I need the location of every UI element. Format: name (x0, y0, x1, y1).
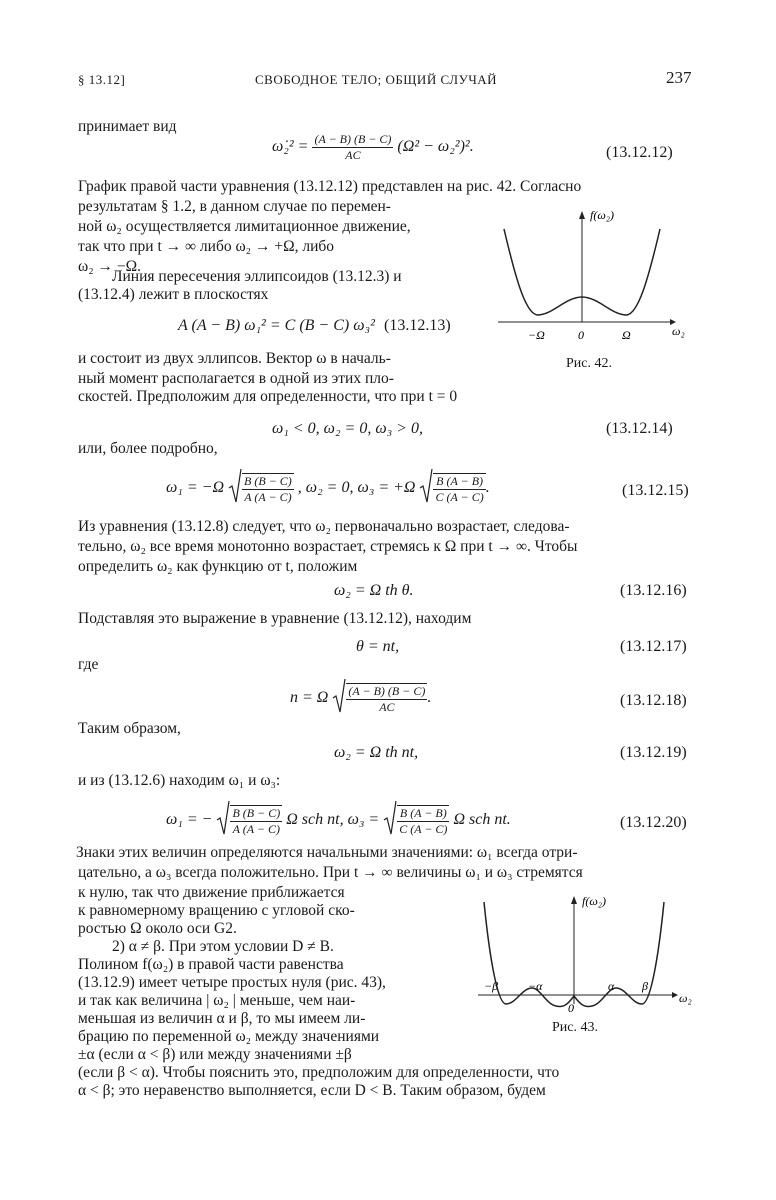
text-line: (13.12.9) имеет четыре простых нуля (рис. 43), (78, 974, 386, 991)
eq-part: Ω sch nt. (453, 811, 511, 829)
equation-13-12-20 (166, 800, 511, 841)
eq-part: . (485, 479, 490, 497)
equation-13-12-12 (272, 132, 474, 163)
x-axis-label: ω₂ (679, 991, 692, 1005)
equation-13-12-15 (166, 468, 490, 509)
text-line: ±α (если α < β) или между значениями ±β (78, 1046, 352, 1063)
eq-denominator: C (A − C) (435, 489, 484, 504)
eq-fraction (346, 683, 427, 715)
text-line: 2) α ≠ β. При этом условии D ≠ B. (112, 938, 334, 955)
text-line: ный момент располагается в одной из этих пло- (78, 370, 394, 387)
text-line: Таким образом, (78, 720, 181, 737)
figure-43-caption: Рис. 43. (552, 1020, 598, 1035)
text-line: График правой части уравнения (13.12.12) представлен на рис. 42. Согласно (78, 178, 582, 195)
section-ref: § 13.12] (78, 72, 126, 87)
sqrt-sign (419, 468, 433, 509)
equation-label: (13.12.13) (384, 317, 451, 334)
figure-43 (476, 892, 696, 1032)
eq-part: ω₁ = − (166, 811, 213, 829)
text-line: меньшая из величин α и β, то мы имеем ли- (78, 1010, 366, 1027)
eq-part: Ω sch nt, ω₃ = (286, 811, 380, 829)
text-line: где (78, 656, 99, 673)
eq-part: . (427, 689, 432, 707)
tick-label: −Ω (528, 328, 545, 342)
eq-fraction (312, 132, 393, 163)
eq-numerator: B (A − B) (397, 806, 449, 822)
text-line: принимает вид (78, 118, 177, 135)
eq-fraction (433, 473, 485, 505)
text-line: Линия пересечения эллипсоидов (13.12.3) и (112, 268, 402, 285)
text-line: и состоит из двух эллипсов. Вектор ω в началь- (78, 350, 391, 367)
origin-label: 0 (568, 1001, 574, 1015)
eq-fraction (242, 473, 294, 505)
y-axis-label: f(ω₂) (590, 208, 614, 222)
equation-13-12-18 (290, 678, 431, 719)
y-axis-arrow (579, 211, 585, 219)
eq-denominator: A (A − C) (232, 821, 280, 836)
text-line: и так как величина | ω₂ | меньше, чем наи- (78, 992, 356, 1009)
text-line: Подставляя это выражение в уравнение (13.12.12), находим (78, 610, 472, 627)
eq-part: n = Ω (290, 689, 329, 707)
eq-numerator: (A − B) (B − C) (348, 683, 426, 698)
text-line: определить ω₂ как функцию от t, положим (78, 558, 358, 575)
equation-label: (13.12.14) (606, 420, 673, 437)
text-line: тельно, ω₂ все время монотонно возрастает, стремясь к Ω при t → ∞. Чтобы (78, 538, 578, 555)
eq-denominator: AC (345, 148, 361, 162)
sqrt-sign (332, 678, 346, 719)
equation-label: (13.12.12) (606, 144, 673, 161)
equation-13-12-17: θ = nt, (356, 638, 400, 655)
eq-fraction (230, 805, 282, 837)
sqrt-sign (228, 468, 242, 509)
eq-numerator: B (B − C) (244, 473, 292, 488)
eq-part: , ω₂ = 0, ω₃ = +Ω (297, 479, 416, 497)
text-line: ной ω₂ осуществляется лимитационное движение, (78, 218, 411, 235)
text-line: так что при t → ∞ либо ω₂ → +Ω, либо (78, 238, 335, 255)
eq-numerator: B (A − B) (433, 474, 485, 490)
radical-icon (332, 678, 346, 714)
equation-label: (13.12.16) (620, 582, 687, 599)
running-title: СВОБОДНОЕ ТЕЛО; ОБЩИЙ СЛУЧАЙ (255, 72, 498, 87)
sqrt-sign (383, 800, 397, 841)
equation-13-12-19: ω₂ = Ω th nt, (334, 744, 419, 761)
radical-icon (419, 468, 433, 504)
text-line: результатам § 1.2, в данном случае по перемен- (78, 198, 391, 215)
eq-denominator: C (A − C) (399, 821, 448, 836)
tick-label: 0 (578, 328, 584, 342)
text-line: (13.12.4) лежит в плоскостях (78, 286, 269, 303)
figure-42 (494, 205, 694, 365)
eq-fraction (397, 805, 449, 837)
radical-icon (228, 468, 242, 504)
eq-lhs: ω̇₂² = (272, 138, 309, 156)
eq-part: ω₁ = −Ω (166, 479, 225, 497)
eq-denominator: A (A − C) (244, 489, 292, 504)
sqrt-sign (216, 800, 230, 841)
text-line: α < β; это неравенство выполняется, если D < B. Таким образом, будем (78, 1082, 546, 1099)
text-line: ростью Ω около оси G2. (78, 920, 237, 937)
equation-13-12-14: ω₁ < 0, ω₂ = 0, ω₃ > 0, (272, 420, 423, 437)
equation-label: (13.12.19) (620, 744, 687, 761)
eq-numerator: (A − B) (B − C) (314, 132, 392, 146)
figure-42-caption: Рис. 42. (566, 356, 612, 371)
tick-label: −β (484, 979, 499, 993)
text-line: брацию по переменной ω₂ между значениями (78, 1028, 380, 1045)
text-line: и из (13.12.6) находим ω₁ и ω₃: (78, 772, 281, 789)
radical-icon (216, 800, 230, 836)
y-axis-arrow (571, 896, 577, 904)
tick-label: Ω (622, 328, 631, 342)
x-axis-arrow (672, 992, 678, 998)
text-line: или, более подробно, (78, 440, 218, 457)
text-line: Из уравнения (13.12.8) следует, что ω₂ первоначально возрастает, следова- (78, 518, 570, 535)
eq-rhs: (Ω² − ω₂²)². (397, 138, 474, 156)
eq-numerator: B (B − C) (232, 805, 281, 820)
text-line: к нулю, так что движение приближается (78, 884, 345, 901)
equation-label: (13.12.17) (620, 638, 687, 655)
radical-icon (383, 800, 397, 836)
equation-label: (13.12.18) (620, 692, 687, 709)
y-axis-label: f(ω₂) (582, 894, 606, 908)
eq-denominator: AC (379, 699, 395, 714)
text-line: ω₂ → −Ω. (78, 258, 141, 275)
text-line: к равномерному вращению с угловой ско- (78, 902, 355, 919)
text-line: Полином f(ω₂) в правой части равенства (78, 956, 344, 973)
text-line: Знаки этих величин определяются начальными значениями: ω₁ всегда отри- (76, 844, 578, 861)
x-axis-label: ω₂ (672, 324, 685, 338)
text-line: цательно, а ω₃ всегда положительно. При t → ∞ величины ω₁ и ω₃ стремятся (78, 864, 583, 881)
equation-13-12-13: A (A − B) ω₁² = C (B − C) ω₃² (178, 317, 375, 334)
tick-label: β (642, 979, 648, 993)
equation-13-12-16: ω₂ = Ω th θ. (334, 582, 414, 599)
page-number: 237 (666, 68, 692, 87)
equation-label: (13.12.20) (620, 814, 687, 831)
text-line: (если β < α). Чтобы пояснить это, предположим для определенности, что (78, 1064, 560, 1081)
tick-label: α (608, 979, 615, 993)
tick-label: −α (528, 979, 543, 993)
text-line: скостей. Предположим для определенности, что при t = 0 (78, 388, 458, 405)
equation-label: (13.12.15) (622, 482, 689, 499)
